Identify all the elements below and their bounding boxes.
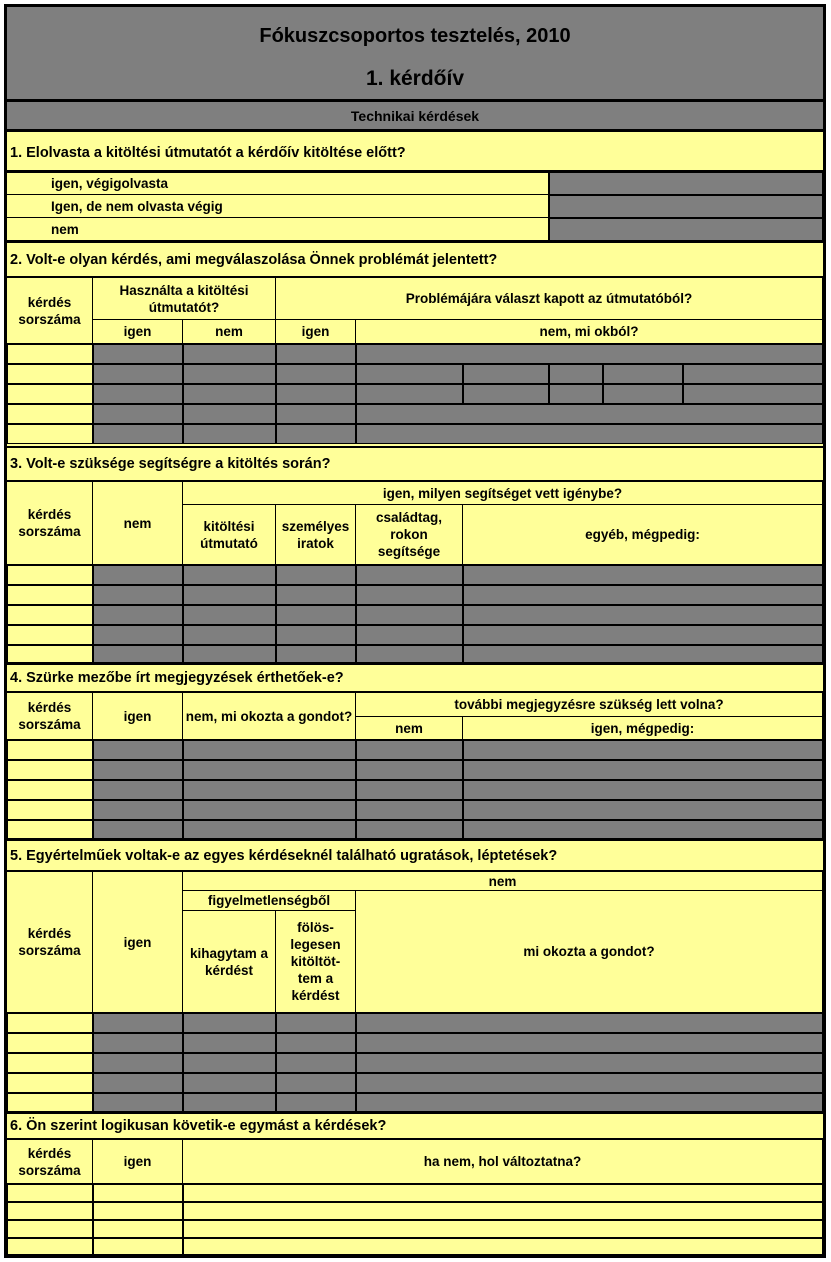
q2-answer-field[interactable] [356,404,823,424]
q2-row-number-field[interactable] [7,384,93,404]
q1-answer-field[interactable] [549,172,823,195]
q2-answer-field[interactable] [276,384,356,404]
q3-answer-field[interactable] [463,625,823,645]
q4-answer-field[interactable] [463,740,823,760]
q4-answer-field[interactable] [356,740,463,760]
q5-answer-field[interactable] [93,1053,183,1073]
q6-row-number-field[interactable] [7,1238,93,1255]
section-title: Technikai kérdések [7,102,823,132]
question-3: 3. Volt-e szüksége segítségre a kitöltés során? [7,446,823,482]
q1-answer-field[interactable] [549,195,823,218]
q4-answer-field[interactable] [463,780,823,800]
q3-answer-field[interactable] [183,645,276,663]
q3-answer-field[interactable] [276,645,356,663]
q5-answer-field[interactable] [93,1093,183,1112]
q6-answer-field[interactable] [93,1202,183,1220]
q5-sub-extra: fölös-legesen kitöltöt-tem a kérdést [276,911,356,1013]
q4-answer-field[interactable] [356,800,463,820]
q4-answer-field[interactable] [183,820,356,839]
q3-answer-field[interactable] [463,565,823,585]
q1-option-yes-all: igen, végigolvasta [7,172,549,195]
q5-answer-field[interactable] [356,1033,823,1053]
q5-answer-field[interactable] [183,1013,276,1033]
q4-col-item: kérdés sorszáma [7,693,93,740]
q2-answer-field[interactable] [183,424,276,444]
q2-answer-field[interactable] [356,364,463,384]
q3-answer-field[interactable] [356,645,463,663]
q2-sub-yes: igen [276,320,356,344]
q3-answer-field[interactable] [356,565,463,585]
q3-answer-field[interactable] [183,565,276,585]
q2-answer-field[interactable] [93,364,183,384]
q6-row-number-field[interactable] [7,1202,93,1220]
q2-answer-field[interactable] [603,364,683,384]
q3-sub-documents: személyes iratok [276,505,356,565]
q5-col-item: kérdés sorszáma [7,872,93,1013]
q3-answer-field[interactable] [356,585,463,605]
q4-answer-field[interactable] [93,740,183,760]
q5-row-number-field[interactable] [7,1013,93,1033]
q4-row-number-field[interactable] [7,820,93,839]
q3-answer-field[interactable] [276,585,356,605]
q3-answer-field[interactable] [93,565,183,585]
q5-answer-field[interactable] [93,1073,183,1093]
q5-answer-field[interactable] [93,1013,183,1033]
q3-row-number-field[interactable] [7,565,93,585]
q2-answer-field[interactable] [93,404,183,424]
q2-answer-field[interactable] [356,424,823,444]
q6-col-item: kérdés sorszáma [7,1140,93,1184]
q5-answer-field[interactable] [183,1053,276,1073]
q6-col-yes: igen [93,1140,183,1184]
q6-row-number-field[interactable] [7,1184,93,1202]
q2-answer-field[interactable] [183,364,276,384]
q5-answer-field[interactable] [183,1033,276,1053]
q2-answer-field[interactable] [276,344,356,364]
q5-row-number-field[interactable] [7,1053,93,1073]
q2-answer-field[interactable] [183,404,276,424]
q4-answer-field[interactable] [93,800,183,820]
q4-sub-yes-namely: igen, mégpedig: [463,717,823,740]
q3-answer-field[interactable] [276,605,356,625]
q4-answer-field[interactable] [356,820,463,839]
q3-row-number-field[interactable] [7,645,93,663]
q4-sub-no: nem [356,717,463,740]
q2-sub-yes: igen [93,320,183,344]
q2-answer-field[interactable] [463,364,549,384]
q3-row-number-field[interactable] [7,585,93,605]
form-subtitle: 1. kérdőív [365,67,465,90]
q3-sub-guide: kitöltési útmutató [183,505,276,565]
q2-answer-field[interactable] [549,364,603,384]
q3-sub-other: egyéb, mégpedig: [463,505,823,565]
q2-row-number-field[interactable] [7,344,93,364]
q3-answer-field[interactable] [183,605,276,625]
q1-answer-field[interactable] [549,218,823,241]
q3-answer-field[interactable] [276,565,356,585]
q3-answer-field[interactable] [93,645,183,663]
q3-col-yes-what: igen, milyen segítséget vett igénybe? [183,482,823,505]
q2-answer-field[interactable] [603,384,683,404]
q4-answer-field[interactable] [356,780,463,800]
q5-answer-field[interactable] [276,1073,356,1093]
q2-row-number-field[interactable] [7,404,93,424]
q4-row-number-field[interactable] [7,800,93,820]
q4-answer-field[interactable] [93,760,183,780]
q4-answer-field[interactable] [463,800,823,820]
q2-answer-field[interactable] [93,384,183,404]
q6-row-number-field[interactable] [7,1220,93,1238]
q3-col-item: kérdés sorszáma [7,482,93,565]
q4-answer-field[interactable] [463,820,823,839]
q5-answer-field[interactable] [356,1013,823,1033]
q2-col-item: kérdés sorszáma [7,278,93,344]
q5-row-number-field[interactable] [7,1033,93,1053]
q4-answer-field[interactable] [356,760,463,780]
q3-answer-field[interactable] [93,605,183,625]
q2-answer-field[interactable] [549,384,603,404]
q2-answer-field[interactable] [276,424,356,444]
q5-answer-field[interactable] [183,1073,276,1093]
q2-sub-no: nem [183,320,276,344]
q3-answer-field[interactable] [463,585,823,605]
q3-answer-field[interactable] [183,625,276,645]
q5-col-no: nem [183,872,823,891]
q3-row-number-field[interactable] [7,625,93,645]
q3-col-no: nem [93,482,183,565]
q4-row-number-field[interactable] [7,780,93,800]
q2-answer-field[interactable] [183,384,276,404]
q3-answer-field[interactable] [183,585,276,605]
questionnaire-form [4,4,826,1258]
q3-answer-field[interactable] [463,645,823,663]
q2-sub-no-why: nem, mi okból? [356,320,823,344]
q5-answer-field[interactable] [276,1053,356,1073]
q3-row-number-field[interactable] [7,605,93,625]
q4-answer-field[interactable] [463,760,823,780]
question-1: 1. Elolvasta a kitöltési útmutatót a kérdőív kitöltése előtt? [7,136,823,172]
q6-answer-field[interactable] [183,1220,823,1238]
q5-answer-field[interactable] [276,1033,356,1053]
q5-answer-field[interactable] [183,1093,276,1112]
q4-col-further: további megjegyzésre szükség lett volna? [356,693,823,717]
q5-sub-skipped: kihagytam a kérdést [183,911,276,1013]
q4-row-number-field[interactable] [7,760,93,780]
q3-answer-field[interactable] [93,585,183,605]
q2-col-used: Használta a kitöltési útmutatót? [93,278,276,320]
q4-answer-field[interactable] [183,740,356,760]
q2-answer-field[interactable] [276,364,356,384]
question-2: 2. Volt-e olyan kérdés, ami megválaszolása Önnek problémát jelentett? [7,241,823,278]
q5-answer-field[interactable] [93,1033,183,1053]
q6-col-where: ha nem, hol változtatna? [183,1140,823,1184]
q2-answer-field[interactable] [356,344,823,364]
q2-answer-field[interactable] [463,384,549,404]
q2-answer-field[interactable] [93,344,183,364]
q2-answer-field[interactable] [276,404,356,424]
q6-answer-field[interactable] [183,1202,823,1220]
q2-answer-field[interactable] [683,384,823,404]
q3-answer-field[interactable] [463,605,823,625]
q3-answer-field[interactable] [93,625,183,645]
form-header [7,7,823,102]
q6-answer-field[interactable] [183,1184,823,1202]
q4-col-yes: igen [93,693,183,740]
q2-answer-field[interactable] [683,364,823,384]
q6-answer-field[interactable] [93,1238,183,1255]
q2-answer-field[interactable] [183,344,276,364]
q5-col-cause: mi okozta a gondot? [356,891,823,1013]
q6-answer-field[interactable] [183,1238,823,1255]
question-4: 4. Szürke mezőbe írt megjegyzések érthetőek-e? [7,663,823,693]
q5-answer-field[interactable] [356,1073,823,1093]
q5-row-number-field[interactable] [7,1093,93,1112]
question-5: 5. Egyértelműek voltak-e az egyes kérdéseknél található ugratások, léptetések? [7,839,823,872]
q5-answer-field[interactable] [276,1093,356,1112]
q4-answer-field[interactable] [183,800,356,820]
q3-sub-relative: családtag, rokon segítsége [356,505,463,565]
q3-answer-field[interactable] [356,625,463,645]
q6-answer-field[interactable] [93,1184,183,1202]
q5-answer-field[interactable] [276,1013,356,1033]
q3-answer-field[interactable] [276,625,356,645]
q5-col-inattention: figyelmetlenségből [183,891,356,911]
q4-row-number-field[interactable] [7,740,93,760]
q5-answer-field[interactable] [356,1093,823,1112]
q1-option-yes-partial: Igen, de nem olvasta végig [7,195,549,218]
q4-answer-field[interactable] [183,760,356,780]
q4-col-no-cause: nem, mi okozta a gondot? [183,693,356,740]
q5-answer-field[interactable] [356,1053,823,1073]
question-6: 6. Ön szerint logikusan követik-e egymást a kérdések? [7,1112,823,1140]
q2-row-number-field[interactable] [7,424,93,444]
q4-answer-field[interactable] [183,780,356,800]
q5-col-yes: igen [93,872,183,1013]
q4-answer-field[interactable] [93,820,183,839]
q2-row-number-field[interactable] [7,364,93,384]
form-title: Fókuszcsoportos tesztelés, 2010 [259,25,571,47]
q5-row-number-field[interactable] [7,1073,93,1093]
q2-answer-field[interactable] [356,384,463,404]
q2-col-answer: Problémájára választ kapott az útmutatóból? [276,278,823,320]
q2-answer-field[interactable] [93,424,183,444]
q3-answer-field[interactable] [356,605,463,625]
q1-option-no: nem [7,218,549,241]
q6-answer-field[interactable] [93,1220,183,1238]
q4-answer-field[interactable] [93,780,183,800]
